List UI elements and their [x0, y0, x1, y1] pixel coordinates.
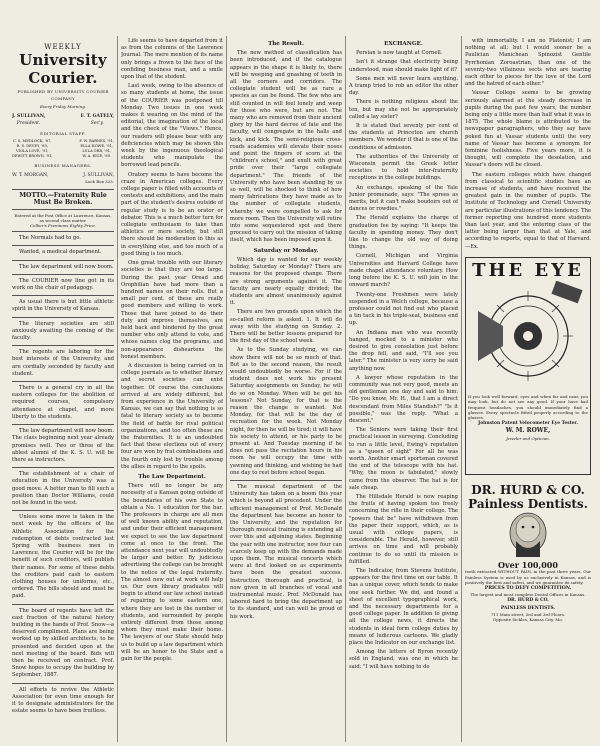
paragraph: The musical department of the University has taken on a boom this year which is beyond all precedent. Under the efficient management of Prof. McDonald the department has become an honor to the University, and the reputation for thorough musical training is extending all over this and adjoining states. Beginning the year with one instructor, now four can scarcely keep up with the demands made upon them. The musical concerts which were at first looked on as experiments have been the greatest success. Instruction, thorough and practical, is now given in all branches of vocal and instrumental music. Prof. McDonald has labored hard to bring the department up to its standard, and can well be proud of his work. [230, 483, 342, 620]
ad-title: THE EYE [472, 259, 584, 281]
paragraph: The authorities of the University of Wisconsin permit the Greek letter societies to hold inter-fraternity receptions in the college buildings. [349, 153, 458, 182]
staff-heading: EDITORIAL STAFF. [40, 131, 86, 137]
staff-member: VIOLA LOVE, '91, [15, 149, 49, 154]
brief-item: The board of regents have left the east fraction of the natural history building in the hands of Prof. Snow—a deserved compliment. Plans are being worked up by skilled architects, to be presented and decided upon at the next meeting of the board. Bids will then be received on contract. Prof. Snow hopes to occupy the building by September, 1887. [12, 607, 114, 679]
paragraph: There will no longer be any necessity of a Kansan going outside of the boundaries of his own State to obtain a No. 1 education for the bar. The professors in charge are all men of well known ability and reputation, and under their efficient management we expect to see the law department come at once to the front. The attendance next year will undoubtedly be larger and better. By judicious advertising the college can be brought to the notice of the legal fraternity. The almost new out at work will help us. Our own library graduates will begin to attend our law school instead of repairing to some eastern one, where they are lost in the number of students, and surrounded by people entirely different from those among whom they must make their home. The lawyers of our State should help us to build up a law department which will be an honor to the State and a gain for the people. [121, 483, 223, 663]
column-rule [461, 36, 462, 742]
staff-member: R. S. DEVEY, '89, [16, 144, 48, 149]
masthead [12, 44, 114, 184]
frequency: Every Friday Morning. [39, 103, 87, 109]
paragraph: An exchange, speaking of the Yale Junior promenade, says: "The sprees as merits, but it can't make boudoirs out of dances or rowdies." [349, 184, 458, 213]
column-1 [12, 36, 114, 736]
dentist-signature-2: PAINLESS DENTISTS. [500, 605, 556, 611]
paragraph: Vassar College seems to be growing seriously alarmed at the steady decrease in pupils during the past few years, the number being only a little more than half what it was in 1875. The whole blame is attributed to the newspaper paragraphers, who they say have poked fun at Vassar students until the very name of Vassar has become a synonym for feminine foolishness. Five years more, it is thought, will complete the desolation, and Vassar's doors will be closed. [465, 90, 591, 169]
eye-advertisement [465, 257, 591, 475]
staff-member: W. A. RICE, '89. [82, 153, 112, 158]
over-count: Over 100,000 [498, 560, 558, 571]
masthead-weekly: WEEKLY [44, 43, 82, 51]
staff-member: C. S. MEDLOCK, '87, [13, 139, 52, 144]
paragraph: Life seems to have departed from it as from the columns of the Lawrence Journal. The mere mention of its name only brings a frown to the face of the confiding business man, and a smile upon that of the student. [121, 38, 223, 81]
paragraph: A lawyer whose reputation in the community was not very good, meets an old gentleman one day and said to him: "Do you know, Mr. H., that I am a direct descendant from Miles Standish?" "Is it possible," was the reply. "What a descent." [349, 374, 458, 424]
paragraph: Twenty-one Freshmen were lately suspended in a Welch college, because a professor could not find out who placed a tin tack in his triple-seat, business end up. [349, 291, 458, 327]
paragraph: with immortality. I am no Platonist; I am nothing at all; but I would sooner be a Paulician Manichean Spinozist Gentile Pyrrhonian Zoroastrian, than one of the seventy-two villainous sects who are tearing each other to pieces for the love of the Lord and the hatred of each other." [465, 38, 591, 88]
brief-item: All efforts to revive the Athletic Association for even time enough for it to designate administrators for the estate seems to have been fruitless. [12, 686, 114, 715]
section-heading: EXCHANGE. [384, 41, 423, 47]
paragraph: Isn't it strange that electricity being understood, man should make light of it? [349, 59, 458, 73]
column-2 [121, 38, 223, 738]
brief-item: The literary societies are still anxiously awaiting the coming of the faculty. [12, 320, 114, 342]
brief-item: Wanted, a medical department. [19, 249, 102, 256]
paragraph: The Seniors were taking their first practical lesson in surveying. Concluding to run a little level, Ewing's reputation as a "queen of sight" For all he was worth. Another smart sportsman covered the end of the telescope with his hat. "Why, the moon is tabulated," slowly came from the observer. The hat is for sale cheap. [349, 427, 458, 491]
business-heading: BUSINESS MANAGERS. [34, 162, 92, 168]
dentist-portrait [493, 511, 563, 559]
brief-item: The law department will now boom. The class beginning next year already promises well. Two or three of the ablest alumni of the K. S. U. will be there as instructors. [12, 428, 114, 463]
paragraph: Persian is now taught at Cornell. [356, 50, 443, 57]
eye-tester-illustration [473, 281, 583, 391]
paragraph: The eastern colleges which have changed from classical to scientific studies have an increase of students, and have received the greatest gain in the number of pupils. The Institute of Technology and Cornell University are particular illustrations of this tendency. The former reporting one hundred more students than last year, and the entering class of the latter being larger than that at Yale, and according to reports, equal to that of Harvard.—Ex. [465, 171, 591, 250]
brief-item: The law department will now boom. [19, 263, 114, 270]
staff-member: ELLA HOWE, '91, [80, 144, 113, 149]
paragraph: The Herald explains the charge of graduation fee by saying: "It keeps the faculty in spending money. They don't like to change the old way of doing things. [349, 215, 458, 251]
paragraph: Cornell, Michigan and Virginia Universities and Harvard College have made chapel attendance voluntary. How long before the K. S. U. will join in the onward march? [349, 253, 458, 289]
dentist-body: teeth extracted WITHOUT PAIN, in the past three years. Our Painless System is used by us exclusively in Kansas, and is positively the best and safest, and we guarantee its safety. [465, 569, 591, 585]
president-name: J. SULLIVAN, [12, 113, 46, 119]
dentist-address: 711 Main street, 3rd and 3rd Floors. [490, 611, 566, 617]
paragraph: There is nothing religious about the ten, but may she not be appropriately called a lay sister? [349, 99, 458, 120]
paragraph: There are two grounds upon which the so-called reform is asked. 1. It will do away with the studying on Sunday. 2. There will be better lessons prepared for the first day of the school week. [230, 309, 342, 345]
brief-item: Unless some move is taken in the next week by the officers of the Athletic Association for the redemption of debts contracted last Spring with business men in Lawrence, the Courier will be for the benefit of such creditors, will publish their names. For some of these debts the creditors paid cash to eastern clothing houses for uniforms, etc., ordered. The bills should and must be paid. [12, 514, 114, 600]
publisher-line: PUBLISHED BY UNIVERSITY COURIER COMPANY [17, 89, 109, 102]
lock-box: Lock Box 323. [85, 179, 114, 185]
paragraph: A discussion is being carried on in college journals as to whether literary and secret societies can exist together. Of course the conclusions arrived at are widely different, but from experience in the University of Kansas, we can say that nothing is so fatal to literary society as to become the field of battle for rival political organizations, and too often these are the fraternities. It is an undoubted fact that these elections out of every four are won by frat combinations and the fourth only lost by trouble among the allies in regard to the spoils. [121, 362, 223, 470]
business-managers [12, 172, 114, 179]
ad-body: If you look well forward, eyes and when far and near, you may look, but do not see any good. If your have had frequent headaches, you should immediately find a glasses. Every spectacle fitted properly according to the glasses. [468, 394, 588, 420]
dentist-prices: PRICES TO DEFY COMPETITION. [484, 585, 572, 591]
ad-dealer-title: Jeweler and Optician. [506, 435, 550, 441]
postal-notice: Entered at the Post Office at Lawrence, Kansas, as second class matter. [14, 212, 112, 223]
dentist-name: DR. HURD & CO. [471, 482, 585, 497]
column-4 [349, 38, 458, 738]
staff-member: F. W. BARNES, '91, [79, 139, 114, 144]
staff-list [12, 139, 114, 158]
business-manager: J. SULLIVAN, [83, 172, 114, 178]
motto: MOTTO.—Fraternity Rule Must Be Broken. [12, 189, 114, 209]
dentist-tagline: Painless Dentists. [468, 496, 588, 511]
section-heading: The Result. [268, 41, 304, 47]
dentist-address-2: Opposite Sickles, Kansas City, Mo. [493, 616, 563, 622]
terms: Collier's Premiums Eighty Price. [30, 223, 96, 229]
brief-item: The COURIER now line got in its work on the chair of pedagogy. [12, 277, 114, 292]
brief-item: The Normals had to go. [19, 235, 81, 242]
business-manager: W. T. MORGAN, [12, 172, 49, 178]
paragraph: An Indiana man who was recently hanged, mocked to a minister who desired to give consolation just before the drop fell, and said, "I'll see you later." The minister is very sorry he said anything now. [349, 329, 458, 372]
paragraph: The Hillsdale Herald is now reaping the fruits of having spoken too freely concerning the rifle in their college. The "powers that be" have withdrawn from the paper their support, which, as is usual with college papers, is considerable. The Herald, however, still arrives on time and will probably continue to do so until its mission is fulfilled. [349, 493, 458, 565]
dentist-note: The largest and most complete Dental Offices in Kansas. [470, 592, 586, 598]
column-rule [345, 36, 346, 742]
brief-item: The regents are laboring for the best interests of the University, and are cordially seconded by faculty and student. [12, 349, 114, 377]
paragraph: Among the letters of Byron recently sold in England, was one in which he said: "I will have nothing to do [349, 649, 458, 670]
brief-item: There is a general cry in all the eastern colleges for the abolition of required courses, compulsory attendance at chapel, and more liberty to the students. [12, 385, 114, 420]
staff-member: DEWITT BROWN, '91, [12, 153, 53, 158]
officers [12, 113, 114, 127]
paragraph: The new method of classification has been introduced, and if the catalogue appears in the shape it is likely to, there will be weeping and gnashing of teeth in all the corners and corridors. The collegiate student will be as rare a species as can be found. The few who are still counted in will feel lonely and weep for those who were, but are not. The many who are removed from their ancient glory by the hard decree of fate and the faculty, will congregate in the halls and kick, and kick. The semi-religious cross-roads academies will elevate their noses and point the fingers of scorn at the "children's school," and exult with great pride over their "large collegiate department." The friends of the University who have been standing by us so well, will be shocked to think of how many fabrications they have made as to the number of collegiate students, whereby we were compelled to ask for more room. Then the University will retire into some sequestered spot and there proceed to carry out the mission of taking itself, which has been imposed upon it. [230, 50, 342, 244]
paragraph: Last week, owing to the absence of so many students at home, the issue of the COURIER was postponed till Monday. Two issues in one week makes it wearing on the mind of the editorial, the imagination of the local and the check of the "Views." Hence, our readers will please bear with any deficiencies which may be shown this week by the ingenuous theological students who manipulate the borrowed lead pencils. [121, 83, 223, 169]
ad-brand: Johnston Patent Velocometer Eye Tester. [478, 421, 578, 427]
section-heading: Saturday or Monday. [253, 247, 319, 254]
secretary-name: F. T. GATELY, [80, 113, 114, 119]
column-5 [465, 38, 591, 738]
paragraph: Oratory seems to have become the craze in American colleges. Every college paper is filled with accounts of contests and exhibitions, and the main part of the student's desires outside of regular study is to be an orator or debator. This is a much better turn for collegiate enthusiasm to take than athletics or mere society, but still there should be moderation in this as in everything else, and too much of a good thing is too much. [121, 171, 223, 257]
column-3 [230, 38, 342, 738]
paragraph: Which day is wanted for our weekly holiday, Saturday or Monday? There are reasons for the proposed change. There are strong arguments against it. The faculty are nearly equally divided; the students are almost unanimously against it. [230, 256, 342, 307]
section-heading: The Law Department. [138, 473, 206, 480]
column-rule [226, 36, 227, 742]
paragraph: The Indicator, from Stevens Institute, appears for the first time on our table. It has a unique cover, which tends to make one seek further. We did, and found a sheet of excellent typographical work, and the necessary departments for a good college paper. In addition to giving all the college news, it directs the students in ideal form college duties by means of ludicrous cartoons. We gladly place the Indicator on our exchange list. [349, 568, 458, 647]
brief-item: The establishment of a chair of education in the University was a good move. A better man to fill such a position than Doctor Williams, could not be found in the west. [12, 471, 114, 506]
paragraph: One great trouble with our literary societies is that they are too large. During the past year Oread and Orophilian have had more than a hundred names on their rolls. But a small per cent. of these are really good members and willing to work. Those that have joined to do their duty and improve themselves, are held back and hindered by the great number who only attend to vote, and whose names clog the programs, and non-appearance disheartens the honest members. [121, 260, 223, 360]
paragraph: It is stated that seventy per cent of the students at Princeton are church members. We wonder if that is one of the conditions of admission. [349, 123, 458, 151]
masthead-title: University Courier. [19, 51, 107, 88]
column-rule [117, 36, 118, 742]
paragraph: Some men will never learn anything. A tramp tried to rob an editor the other day. [349, 75, 458, 97]
ad-dealer: W. M. ROWE, [505, 427, 551, 435]
brief-item: As usual there is but little athletic spirit in the University of Kansas. [12, 299, 114, 313]
secretary-role: Sec'y. [90, 121, 104, 127]
dentist-advertisement [465, 483, 591, 622]
dentist-signature: DR. HURD & CO. [507, 598, 549, 604]
staff-member: LULA ORR, '91, [82, 149, 112, 154]
president-role: President. [16, 121, 41, 127]
paragraph: As to the Sunday studying, we can show there will not be so much of that. But as to the second reason, the result would undoubtedly be worse. For if the student does not work his present Saturday assignments on Sunday, he will do so on Monday. When will he get his lessons? Not Sunday, for that is the reason the change is wanted. Not Monday, for that will be the day of recreation for the week. Not Monday night, for then he will be tired; it will have his society to attend, or his party to be present at. And Tuesday morning if he does not pass the recitation hours in his room he will occupy the time with yawning and thinking, and wishing he had one day to rest before school began. [230, 347, 342, 476]
